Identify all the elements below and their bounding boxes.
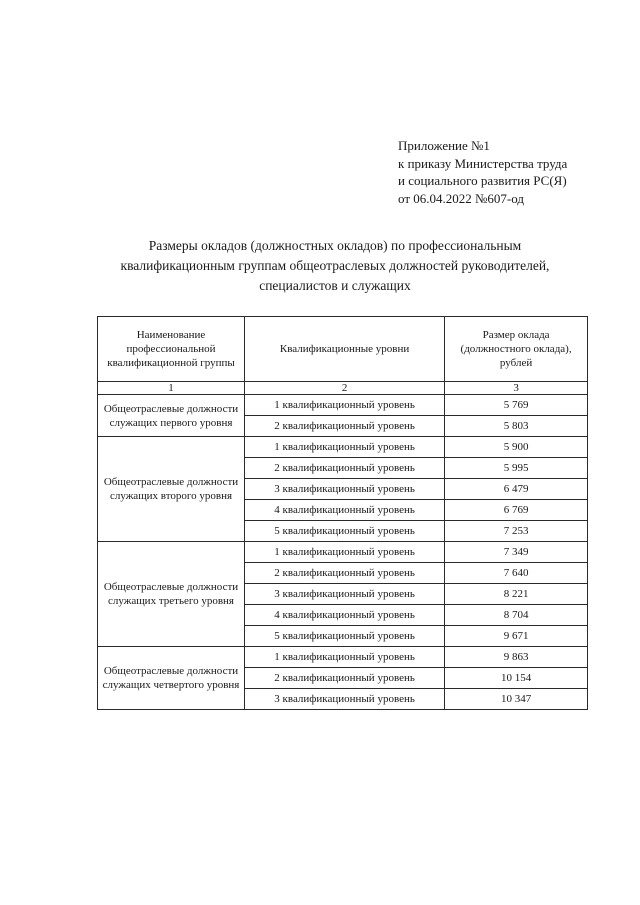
table-row [98, 542, 588, 563]
appendix-line: от 06.04.2022 №607-од [398, 190, 524, 206]
header-group-name: Наименование профессиональной квалификационной группы [98, 317, 245, 382]
salary-value: 7 640 [445, 563, 588, 584]
table-row [98, 437, 588, 458]
qualification-level: 1 квалификационный уровень [245, 542, 445, 563]
qualification-level: 2 квалификационный уровень [245, 458, 445, 479]
qualification-level: 3 квалификационный уровень [245, 584, 445, 605]
salary-value: 6 769 [445, 500, 588, 521]
qualification-level: 1 квалификационный уровень [245, 647, 445, 668]
qualification-group-name: Общеотраслевые должности служащих четвертого уровня [98, 647, 245, 710]
salary-value: 10 154 [445, 668, 588, 689]
qualification-level: 2 квалификационный уровень [245, 416, 445, 437]
qualification-level: 5 квалификационный уровень [245, 521, 445, 542]
table-row [98, 395, 588, 416]
appendix-reference [398, 137, 628, 207]
qualification-level: 3 квалификационный уровень [245, 689, 445, 710]
salary-value: 10 347 [445, 689, 588, 710]
table-header-row [98, 317, 588, 382]
salary-value: 8 704 [445, 605, 588, 626]
column-number: 3 [445, 382, 588, 395]
salary-value: 5 769 [445, 395, 588, 416]
salary-value: 5 803 [445, 416, 588, 437]
qualification-level: 4 квалификационный уровень [245, 500, 445, 521]
salary-table [97, 316, 588, 710]
qualification-level: 1 квалификационный уровень [245, 437, 445, 458]
appendix-line: к приказу Министерства труда [398, 155, 568, 171]
qualification-group-name: Общеотраслевые должности служащих первого уровня [98, 395, 245, 437]
column-number: 2 [245, 382, 445, 395]
header-salary-size: Размер оклада (должностного оклада), рублей [445, 317, 588, 382]
salary-value: 9 671 [445, 626, 588, 647]
header-qualification-levels: Квалификационные уровни [245, 317, 445, 382]
qualification-level: 2 квалификационный уровень [245, 563, 445, 584]
qualification-level: 5 квалификационный уровень [245, 626, 445, 647]
salary-value: 9 863 [445, 647, 588, 668]
salary-value: 8 221 [445, 584, 588, 605]
qualification-group-name: Общеотраслевые должности служащих второго уровня [98, 437, 245, 542]
appendix-line: Приложение №1 [398, 138, 490, 153]
salary-value: 5 900 [445, 437, 588, 458]
column-number-row [98, 382, 588, 395]
qualification-level: 2 квалификационный уровень [245, 668, 445, 689]
qualification-level: 1 квалификационный уровень [245, 395, 445, 416]
appendix-line: и социального развития РС(Я) [398, 173, 567, 188]
qualification-group-name: Общеотраслевые должности служащих третьего уровня [98, 542, 245, 647]
salary-value: 6 479 [445, 479, 588, 500]
column-number: 1 [98, 382, 245, 395]
salary-table-body [98, 395, 588, 710]
qualification-level: 3 квалификационный уровень [245, 479, 445, 500]
salary-value: 5 995 [445, 458, 588, 479]
salary-value: 7 253 [445, 521, 588, 542]
document-title: Размеры окладов (должностных окладов) по профессиональным квалификационным группам общеотраслевых должностей руководителей, специалистов и служащих [120, 238, 550, 293]
salary-value: 7 349 [445, 542, 588, 563]
qualification-level: 4 квалификационный уровень [245, 605, 445, 626]
table-row [98, 647, 588, 668]
